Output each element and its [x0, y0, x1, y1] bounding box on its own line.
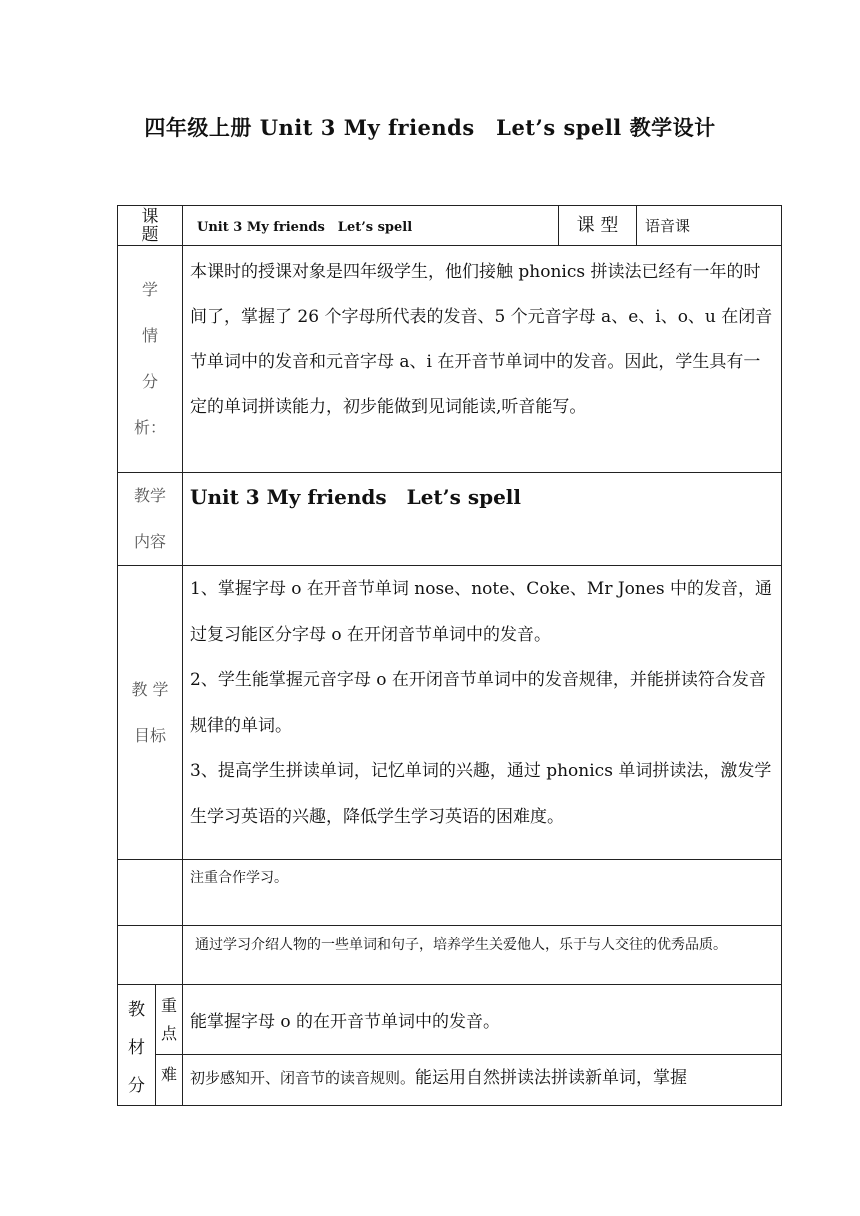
content-text: Unit 3 My friends Let’s spell — [190, 485, 522, 509]
values-text-cell — [183, 926, 782, 985]
content-row — [118, 473, 782, 566]
difficulty-label: 难 — [160, 1065, 177, 1085]
analysis-text-cell — [183, 246, 782, 473]
goals-label-cell — [118, 566, 183, 860]
page-title: 四年级上册 Unit 3 My friends Let’s spell 教学设计 — [144, 115, 716, 140]
material-label-cell — [118, 985, 156, 1106]
difficulty-text: 能运用自然拼读法拼读新单词，掌握 — [415, 1068, 688, 1089]
values-label-cell — [118, 926, 183, 985]
cooperation-text: 注重合作学习。 — [190, 870, 288, 886]
key-point-row — [118, 985, 782, 1055]
analysis-text: 本课时的授课对象是四年级学生，他们接触 phonics 拼读法已经有一年的时间了，掌握了 26 个字母所代表的发音、5 个元音字母 a、e、i、o、u 在闭音节单词中的发音和元音字母 a、i 在开音节单词中的发音。因此，学生具有一定的单词拼读能力，初步能做到见词能读,听音能写。 — [190, 262, 773, 417]
type-value: 语音课 — [645, 217, 691, 235]
goal-item: 3、提高学生拼读单词，记忆单词的兴趣，通过 phonics 单词拼读法，激发学生学习英语的兴趣，降低学生学习英语的困难度。 — [190, 761, 772, 827]
analysis-row — [118, 246, 782, 473]
difficulty-text-cell — [183, 1055, 782, 1106]
key-text-cell — [183, 985, 782, 1055]
analysis-label-cell — [118, 246, 183, 473]
type-label-cell — [559, 206, 637, 246]
material-label-char: 分 — [128, 1076, 145, 1096]
key-label-char: 点 — [160, 1023, 177, 1043]
cooperation-label-cell — [118, 860, 183, 926]
goal-item: 1、掌握字母 o 在开音节单词 nose、note、Coke、Mr Jones 中的发音，通过复习能区分字母 o 在开闭音节单词中的发音。 — [190, 579, 773, 645]
analysis-label-char: 情 — [141, 326, 158, 345]
goals-text-cell — [183, 566, 782, 860]
analysis-label-char: 分 — [141, 372, 158, 391]
key-label-char: 重 — [160, 995, 177, 1015]
cooperation-row — [118, 860, 782, 926]
difficulty-label-cell — [156, 1055, 183, 1106]
topic-label: 课题 — [141, 206, 159, 245]
difficulty-row — [118, 1055, 782, 1106]
type-label: 课 型 — [576, 214, 619, 236]
content-label-char: 内容 — [133, 532, 166, 551]
goals-label-char: 目标 — [133, 725, 166, 745]
analysis-label-char: 析： — [133, 418, 166, 437]
goal-item: 2、学生能掌握元音字母 o 在开闭音节单词中的发音规律，并能拼读符合发音规律的单词。 — [190, 670, 766, 736]
content-label-cell — [118, 473, 183, 566]
material-label-char: 材 — [128, 1038, 145, 1058]
content-label-char: 教学 — [133, 486, 166, 505]
lesson-plan-table — [117, 205, 782, 1106]
analysis-label-char: 学 — [141, 280, 158, 299]
content-text-cell — [183, 473, 782, 566]
topic-row — [118, 206, 782, 246]
goals-label-char: 教 学 — [131, 679, 169, 699]
topic-value: Unit 3 My friends Let’s spell — [197, 220, 413, 235]
topic-value-cell — [183, 206, 559, 246]
material-label-char: 教 — [128, 1000, 145, 1020]
values-text: 通过学习介绍人物的一些单词和句子，培养学生关爱他人，乐于与人交往的优秀品质。 — [195, 937, 727, 953]
topic-label-cell — [118, 206, 183, 246]
type-value-cell — [637, 206, 782, 246]
goals-row — [118, 566, 782, 860]
key-text: 能掌握字母 o 的在开音节单词中的发音。 — [190, 1012, 501, 1033]
cooperation-text-cell — [183, 860, 782, 926]
key-label-cell — [156, 985, 183, 1055]
difficulty-text-small: 初步感知开、闭音节的读音规则。 — [190, 1069, 416, 1088]
values-row — [118, 926, 782, 985]
